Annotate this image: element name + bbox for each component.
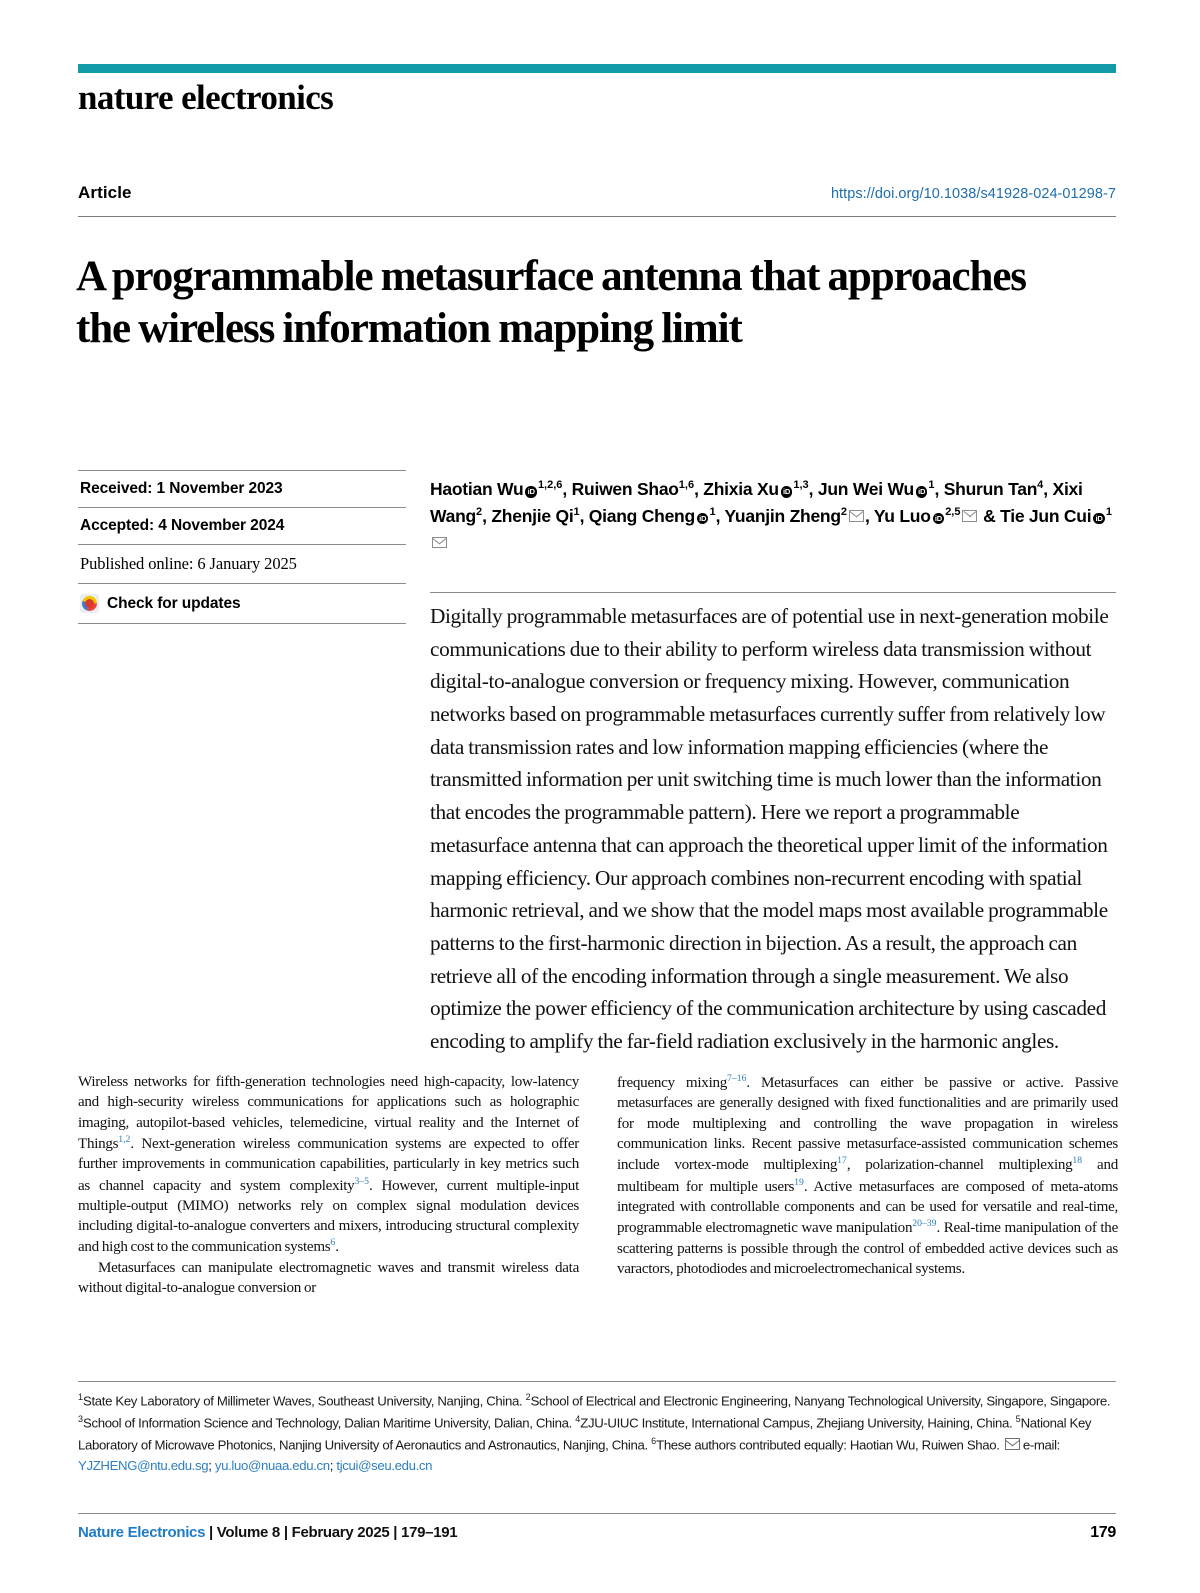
- orcid-icon: iD: [697, 513, 709, 525]
- received-date: Received: 1 November 2023: [78, 470, 406, 507]
- body-paragraph: Metasurfaces can manipulate electromagnetic waves and transmit wireless data without digital-to-analogue conversion or: [78, 1259, 579, 1297]
- accepted-date: Accepted: 4 November 2024: [78, 507, 406, 544]
- article-type-label: Article: [78, 183, 132, 202]
- footer-divider: [78, 1513, 1116, 1514]
- abstract-text: Digitally programmable metasurfaces are of potential use in next-generation mobile communications due to their ability to perform wireless data transmission without digital-to-analogue conversion or frequency mixing. However, communication networks based on programmable metasurfaces currently suffer from relatively low data transmission rates and low information mapping efficiencies (where the transmitted information per unit switching time is much lower than the information that encodes the programmable pattern). Here we report a programmable metasurface antenna that can approach the theoretical upper limit of the information mapping efficiency. Our approach combines non-recurrent encoding with spatial harmonic retrieval, and we show that the model maps most available programmable patterns to the first-harmonic direction in bijection. As a result, the approach can retrieve all of the encoding information through a single measurement. We also optimize the power efficiency of the communication architecture by using cascaded encoding to amplify the far-field radiation exclusively in the harmonic angles.: [430, 604, 1109, 1053]
- abstract-divider: [430, 592, 1116, 593]
- title-divider: [78, 216, 1116, 217]
- masthead-accent-bar: [78, 64, 1116, 73]
- email-link-yjzheng[interactable]: YJZHENG@ntu.edu.sg: [78, 1458, 209, 1474]
- journal-masthead: nature electronics: [78, 78, 334, 117]
- envelope-icon: [962, 510, 977, 522]
- envelope-icon: [1005, 1438, 1020, 1450]
- body-paragraph: Wireless networks for fifth-generation technologies need high-capacity, low-latency and high-security wireless communications for applications such as holographic imaging, autopilot-based vehicles, telemedicine, virtual reality and the Internet of Things$^{1,2}$. Next-generation wireless communication systems are expected to offer further improvements in communication capabilities, particularly in key metrics such as channel capacity and system complexity$^{3-5}$. However, current multiple-input multiple-output (MIMO) networks rely on complex signal modulation devices including digital-to-analogue converters and mixers, introducing structural complexity and high cost to the communication systems$^6$.: [78, 1074, 579, 1256]
- crossmark-icon: [80, 594, 99, 613]
- email-link-tjcui[interactable]: tjcui@seu.edu.cn: [336, 1458, 433, 1474]
- author-list: Haotian Wu iD$^{1,2,6}$, Ruiwen Shao$^{1,6}$, Zhixia Xu iD$^{1,3}$, Jun Wei Wu $iD^1$, Shurun Tan$^4$, Xixi Wang$^2$, Zhenjie Qi$^1$, Qiang Cheng $iD^1$, Yuanjin Zheng$^2$ , Yu Luo iD$^{2,5}$ & Tie Jun Cui $iD^1$: [430, 476, 1120, 556]
- orcid-icon: iD: [933, 513, 945, 525]
- published-date: Published online: 6 January 2025: [78, 544, 406, 583]
- body-column-left: [78, 1072, 579, 1298]
- orcid-icon: iD: [1093, 513, 1105, 525]
- affiliations-divider: [78, 1381, 1116, 1382]
- check-for-updates[interactable]: [78, 583, 406, 624]
- page-number: 179: [1090, 1524, 1116, 1541]
- orcid-icon: iD: [916, 486, 928, 498]
- article-type-row: [78, 183, 1116, 203]
- publication-metadata: [78, 470, 406, 624]
- page-title: A programmable metasurface antenna that approaches the wireless information mapping limit: [76, 252, 1026, 353]
- check-for-updates-label: Check for updates: [107, 594, 241, 612]
- footer-citation: [78, 1524, 457, 1541]
- body-column-right: [617, 1072, 1118, 1298]
- affiliations-text: $^1$State Key Laboratory of Millimeter Waves, Southeast University, Nanjing, China. $^2$School of Electrical and Electronic Engineering, Nanyang Technological University, Singapore, Singapore. $^3$School of Information Science and Technology, Dalian Maritime University, Dalian, China. $^4$ZJU-UIUC Institute, International Campus, Zhejiang University, Haining, China. $^5$National Key Laboratory of Microwave Photonics, Nanjing University of Aeronautics and Astronautics, Nanjing, China. $^6$These authors contributed equally: Haotian Wu, Ruiwen Shao. e-mail: YJZHENG@ntu.edu.sg; yu.luo@nuaa.edu.cn; tjcui@seu.edu.cn: [78, 1392, 1111, 1474]
- page-footer: [78, 1524, 1116, 1542]
- footer-journal-name: Nature Electronics: [78, 1524, 206, 1541]
- email-link-yuluo[interactable]: yu.luo@nuaa.edu.cn: [214, 1458, 330, 1474]
- orcid-icon: iD: [781, 486, 793, 498]
- orcid-icon: iD: [525, 486, 537, 498]
- doi-link[interactable]: https://doi.org/10.1038/s41928-024-01298-7: [830, 186, 1116, 202]
- envelope-icon: [849, 510, 864, 522]
- body-paragraph: frequency mixing$^{7-16}$. Metasurfaces can either be passive or active. Passive metasurfaces are generally designed with fixed functionalities and are primarily used for mode multiplexing and controlling the wave propagation in wireless communication links. Recent passive metasurface-assisted communication schemes include vortex-mode multiplexing$^{17}$, polarization-channel multiplexing$^{18}$ and multibeam for multiple users$^{19}$. Active metasurfaces are composed of meta-atoms integrated with controllable components and can be used for versatile and real-time, programmable electromagnetic wave manipulation$^{20-39}$. Real-time manipulation of the scattering patterns is possible through the control of embedded active devices such as varactors, photodiodes and microelectromechanical systems.: [617, 1073, 1119, 1277]
- footer-volume-info: | Volume 8 | February 2025 | 179–191: [205, 1524, 458, 1541]
- envelope-icon: [432, 537, 447, 549]
- article-body: [78, 1072, 1118, 1298]
